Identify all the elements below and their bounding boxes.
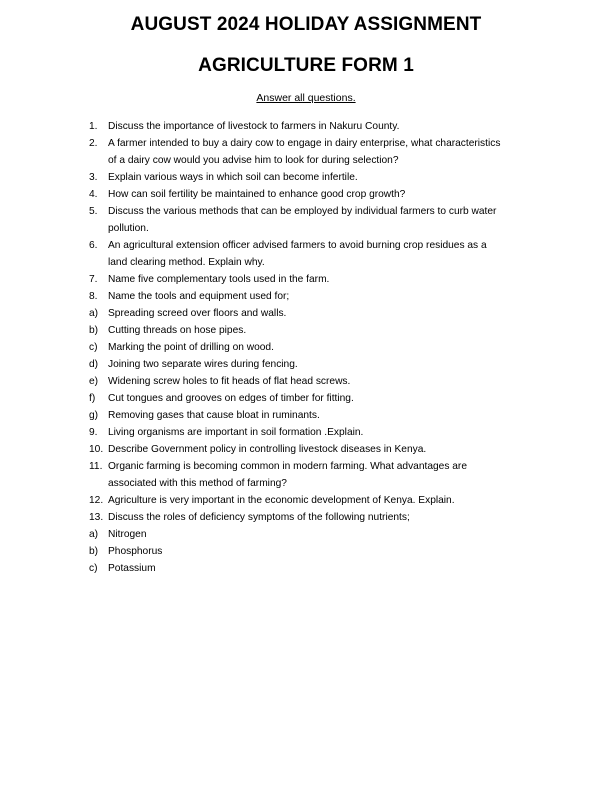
sub-question-item: [89, 407, 559, 424]
question-item: [89, 186, 559, 203]
question-marker: c): [89, 563, 98, 574]
question-item: [89, 492, 559, 509]
question-text: How can soil fertility be maintained to enhance good crop growth?: [108, 189, 406, 200]
question-text: Phosphorus: [108, 546, 163, 557]
question-text: Agriculture is very important in the economic development of Kenya. Explain.: [108, 495, 455, 506]
question-text: An agricultural extension officer advised farmers to avoid burning crop residues as a land clearing method. Explain why.: [108, 240, 487, 268]
question-text: Name five complementary tools used in the farm.: [108, 274, 330, 285]
question-item: [89, 424, 559, 441]
question-text: Living organisms are important in soil formation .Explain.: [108, 427, 364, 438]
question-marker: 1.: [89, 121, 98, 132]
question-marker: 9.: [89, 427, 98, 438]
question-text: Explain various ways in which soil can become infertile.: [108, 172, 358, 183]
question-marker: a): [89, 529, 99, 540]
question-list: [89, 118, 559, 577]
question-text: Discuss the roles of deficiency symptoms of the following nutrients;: [108, 512, 410, 523]
question-marker: 6.: [89, 240, 98, 251]
question-marker: d): [89, 359, 99, 370]
question-marker: 10.: [89, 444, 104, 455]
question-text: Joining two separate wires during fencing.: [108, 359, 298, 370]
question-marker: 3.: [89, 172, 98, 183]
instruction-text: Answer all questions.: [256, 92, 356, 104]
document-subtitle: AGRICULTURE FORM 1: [198, 55, 414, 76]
question-marker: 5.: [89, 206, 98, 217]
question-marker: b): [89, 546, 99, 557]
question-text: Discuss the various methods that can be employed by individual farmers to curb water pollution.: [108, 206, 497, 234]
question-text: Removing gases that cause bloat in ruminants.: [108, 410, 320, 421]
question-text: Nitrogen: [108, 529, 147, 540]
sub-question-item: [89, 356, 559, 373]
question-item: [89, 271, 559, 288]
question-item: [89, 203, 559, 237]
question-marker: 2.: [89, 138, 98, 149]
question-text: Potassium: [108, 563, 156, 574]
sub-question-item: [89, 322, 559, 339]
question-item: [89, 169, 559, 186]
question-item: [89, 118, 559, 135]
question-text: Widening screw holes to fit heads of flat head screws.: [108, 376, 351, 387]
question-marker: 13.: [89, 512, 104, 523]
question-text: Cut tongues and grooves on edges of timber for fitting.: [108, 393, 354, 404]
sub-question-item: [89, 339, 559, 356]
sub-question-item: [89, 373, 559, 390]
question-marker: c): [89, 342, 98, 353]
question-item: [89, 441, 559, 458]
question-marker: e): [89, 376, 99, 387]
question-item: [89, 237, 559, 271]
question-marker: a): [89, 308, 99, 319]
sub-question-item: [89, 560, 559, 577]
question-item: [89, 458, 559, 492]
question-item: [89, 135, 559, 169]
question-marker: 11.: [89, 461, 103, 472]
question-marker: 12.: [89, 495, 104, 506]
question-marker: 7.: [89, 274, 98, 285]
question-marker: 8.: [89, 291, 98, 302]
sub-question-item: [89, 526, 559, 543]
question-marker: g): [89, 410, 99, 421]
question-marker: b): [89, 325, 99, 336]
question-item: [89, 509, 559, 526]
question-marker: 4.: [89, 189, 98, 200]
question-text: Name the tools and equipment used for;: [108, 291, 290, 302]
question-text: Discuss the importance of livestock to farmers in Nakuru County.: [108, 121, 400, 132]
sub-question-item: [89, 543, 559, 560]
sub-question-item: [89, 305, 559, 322]
sub-question-item: [89, 390, 559, 407]
question-text: Describe Government policy in controlling livestock diseases in Kenya.: [108, 444, 427, 455]
question-text: Spreading screed over floors and walls.: [108, 308, 287, 319]
question-text: Marking the point of drilling on wood.: [108, 342, 274, 353]
question-text: Organic farming is becoming common in modern farming. What advantages are associated with this method of farming?: [108, 461, 467, 489]
question-text: Cutting threads on hose pipes.: [108, 325, 247, 336]
document-title: AUGUST 2024 HOLIDAY ASSIGNMENT: [130, 14, 482, 35]
question-text: A farmer intended to buy a dairy cow to engage in dairy enterprise, what characteristics of a dairy cow would you advise him to look for during selection?: [108, 138, 501, 166]
question-marker: f): [89, 393, 96, 404]
question-item: [89, 288, 559, 305]
